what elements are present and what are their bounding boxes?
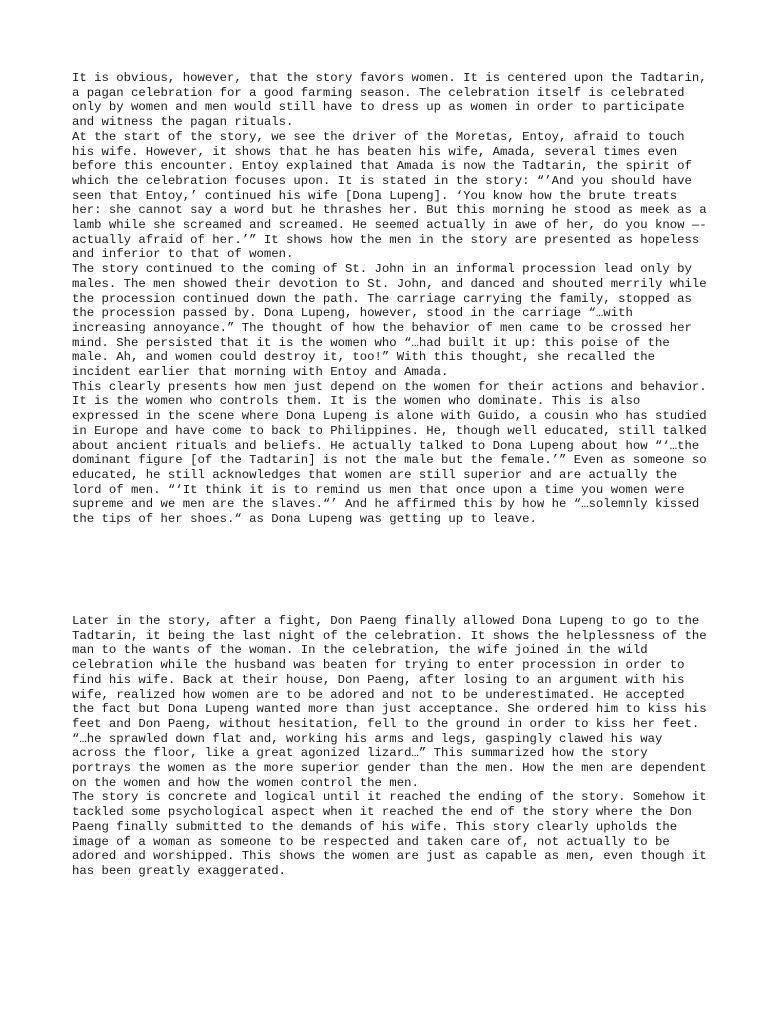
text-block-upper (72, 71, 712, 527)
text-block-lower (72, 614, 712, 879)
paragraph-don-paeng-submits: Later in the story, after a fight, Don Paeng finally allowed Dona Lupeng to go to the Tadtarin, it being the last night of the celebration. It shows the helplessness of the man to the wants of the woman. In the celebration, the wife joined in the wild celebration while the husband was beaten for trying to enter procession in order to find his wife. Back at their house, Don Paeng, after losing to an argument with his wife, realized how women are to be adored and not to be underestimated. He accepted the fact but Dona Lupeng wanted more than just acceptance. She ordered him to kiss his feet and Don Paeng, without hesitation, fell to the ground in order to kiss her feet. “…he sprawled down flat and, working his arms and legs, gaspingly clawed his way across the floor, like a great agonized lizard…” This summarized how the story portrays the women as the more superior gender than the men. How the men are dependent on the women and how the women control the men. (72, 614, 707, 790)
paragraph-entoy-and-amada: At the start of the story, we see the driver of the Moretas, Entoy, afraid to touch his wife. However, it shows that he has beaten his wife, Amada, several times even before this encounter. Entoy explained that Amada is now the Tadtarin, the spirit of which the celebration focuses upon. It is stated in the story: “’And you should have seen that Entoy,’ continued his wife [Dona Lupeng]. ‘You know how the brute treats her: she cannot say a word but he thrashes her. But this morning he stood as meek as a lamb while she screamed and screamed. He seemed actually in awe of her, do you know —- actually afraid of her.’” It shows how the men in the story are presented as hopeless and inferior to that of women. (72, 129, 707, 262)
paragraph-story-favors-women: It is obvious, however, that the story favors women. It is centered upon the Tadtarin, a pagan celebration for a good farming season. The celebration itself is celebrated only by women and men would still have to dress up as women in order to participate and witness the pagan rituals. (72, 71, 707, 130)
paragraph-st-john-procession: The story continued to the coming of St. John in an informal procession lead only by males. The men showed their devotion to St. John, and danced and shouted merrily while the procession continued down the path. The carriage carrying the family, stopped as the procession passed by. Dona Lupeng, however, stood in the carriage “…with increasing annoyance.” The thought of how the behavior of men came to be crossed her mind. She persisted that it is the women who “…had built it up: this poise of the male. Ah, and women could destroy it, too!” With this thought, she recalled the incident earlier that morning with Entoy and Amada. (72, 262, 707, 380)
paragraph-conclusion: The story is concrete and logical until it reached the ending of the story. Somehow it tackled some psychological aspect when it reached the end of the story where the Don Paeng finally submitted to the demands of his wife. This story clearly upholds the image of a woman as someone to be respected and taken care of, not actually to be adored and worshipped. This shows the women are just as capable as men, even though it has been greatly exaggerated. (72, 790, 707, 878)
paragraph-dona-lupeng-and-guido: This clearly presents how men just depend on the women for their actions and behavior. It is the women who controls them. It is the women who dominate. This is also expressed in the scene where Dona Lupeng is alone with Guido, a cousin who has studied in Europe and have come to back to Philippines. He, though well educated, still talked about ancient rituals and beliefs. He actually talked to Dona Lupeng about how “‘…the dominant figure [of the Tadtarin] is not the male but the female.’” Even as someone so educated, he still acknowledges that women are still superior and are actually the lord of men. “‘It think it is to remind us men that once upon a time you women were supreme and we men are the slaves.“’ And he affirmed this by how he “…solemnly kissed the tips of her shoes.“ as Dona Lupeng was getting up to leave. (72, 379, 707, 527)
